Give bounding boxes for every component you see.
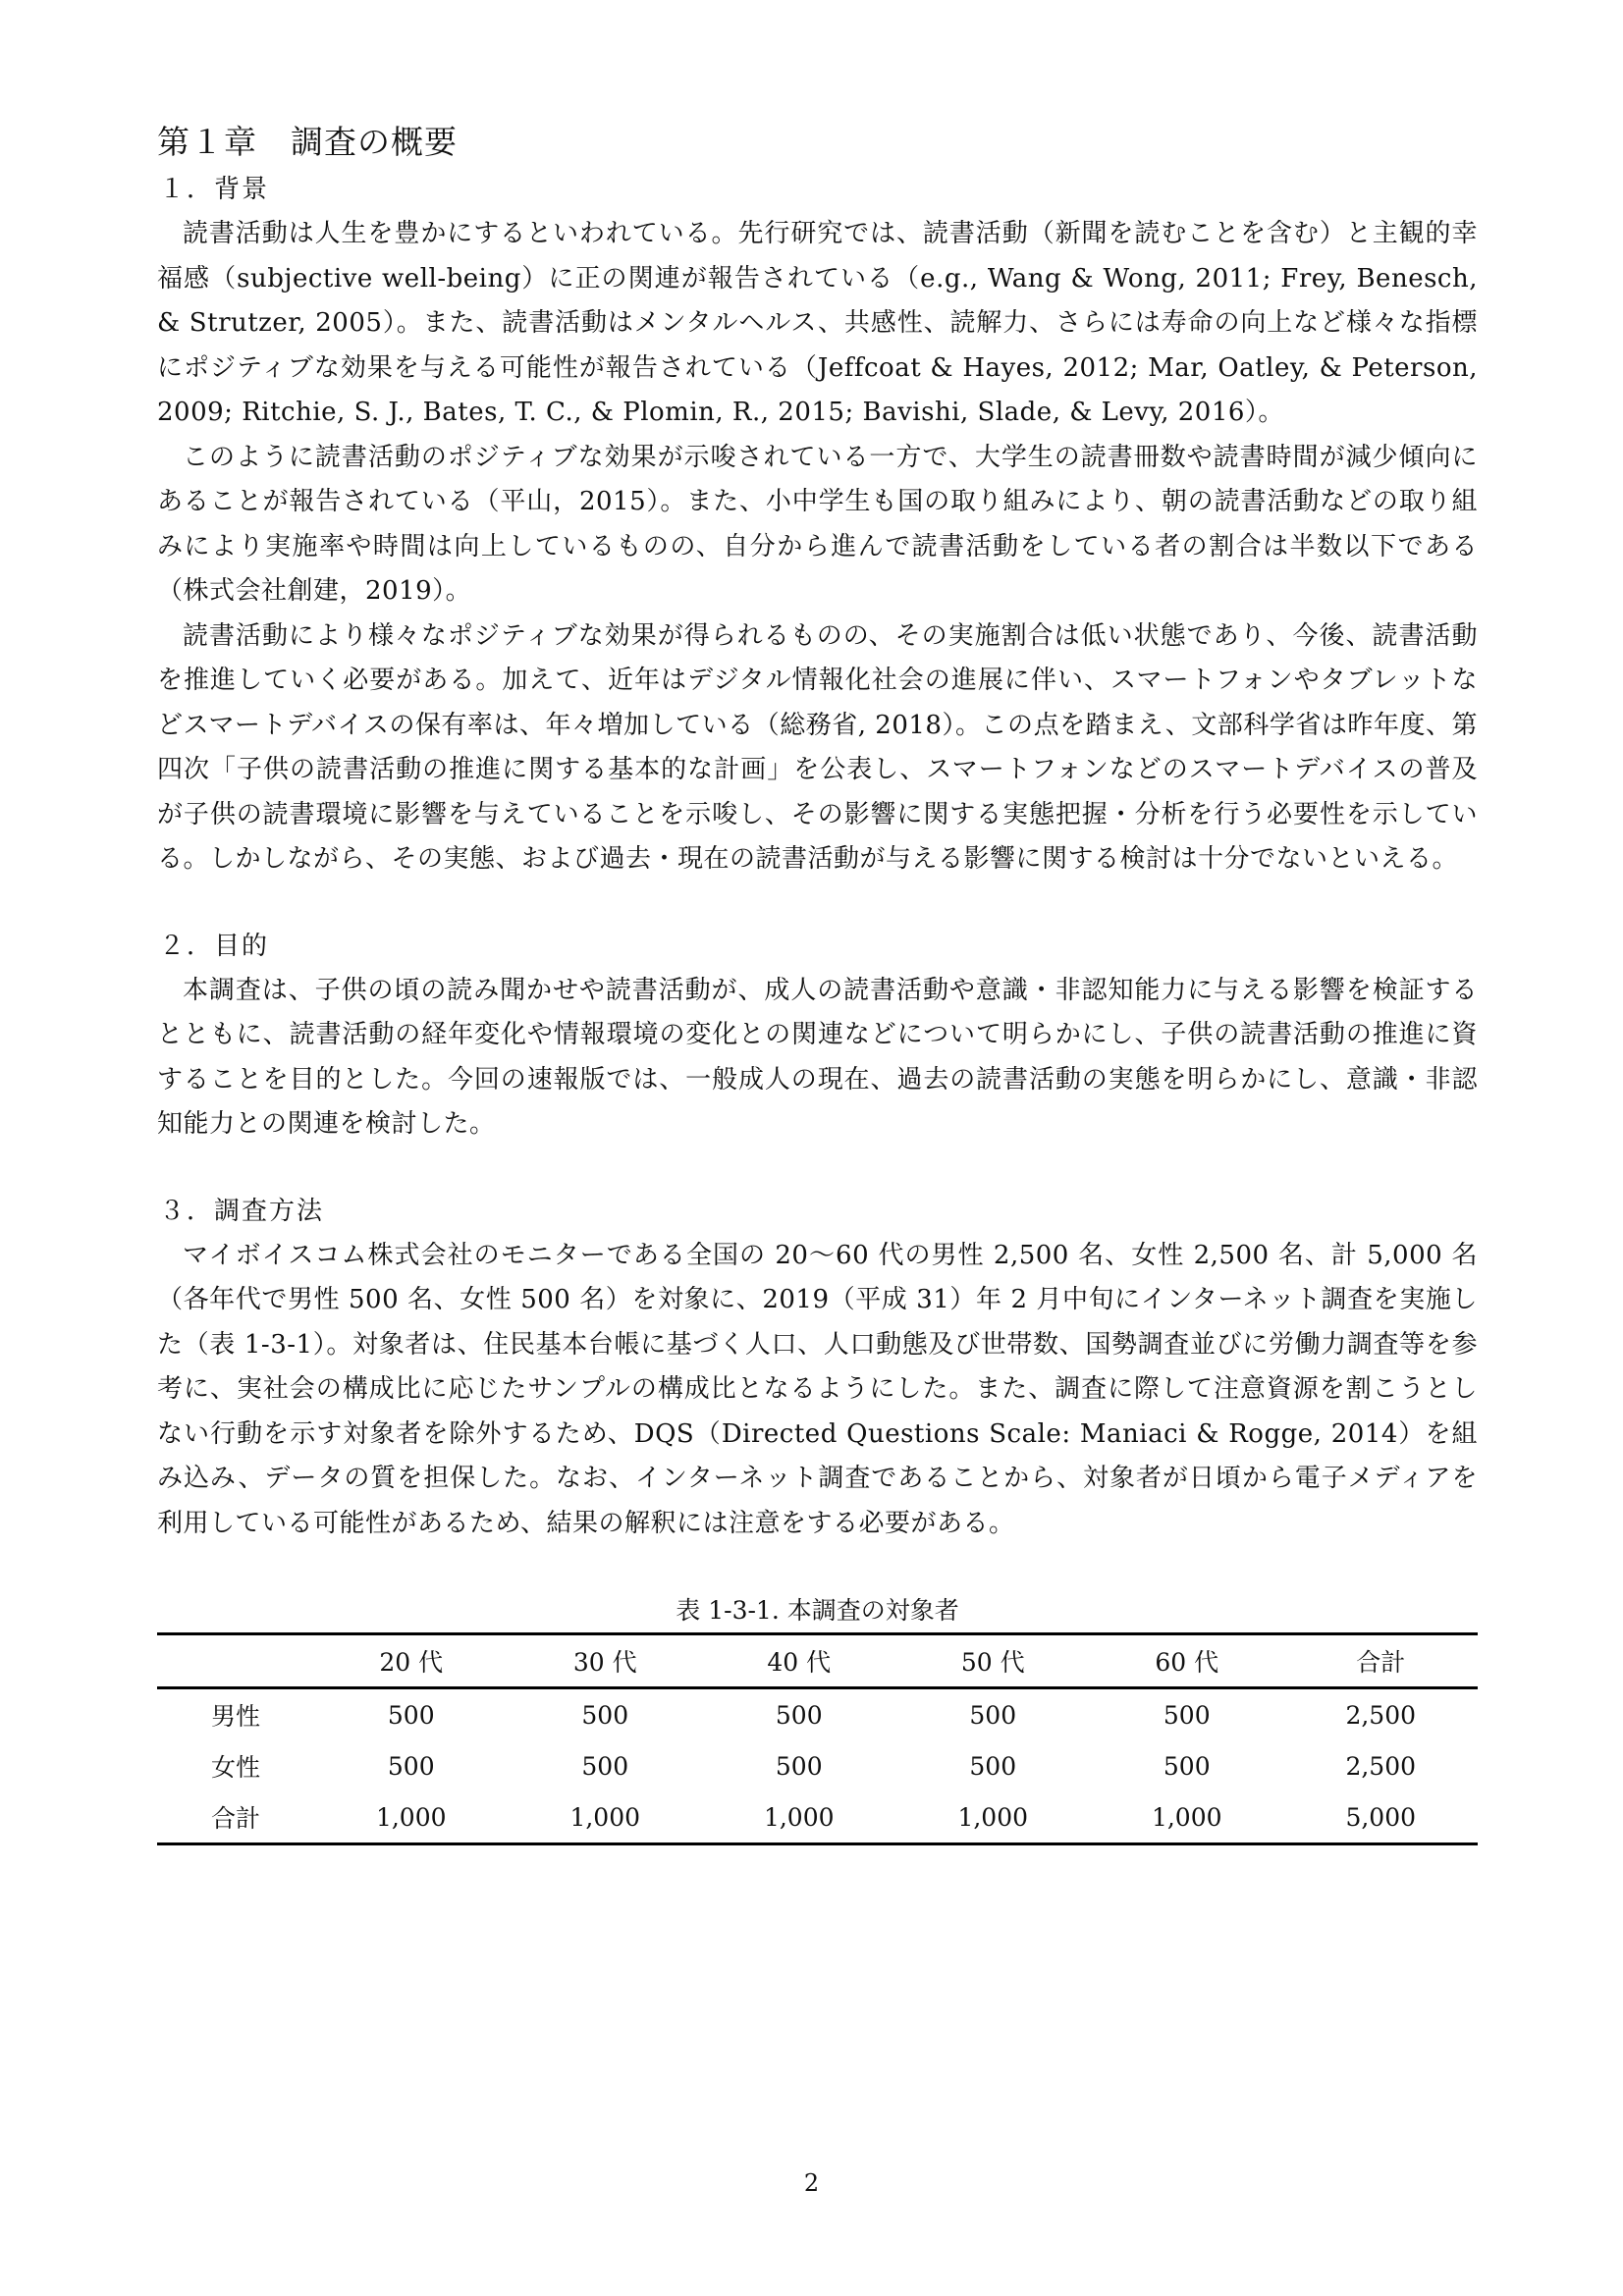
table-cell: 500 [1163,1751,1211,1781]
section-purpose [157,924,1478,1148]
table-cell: 500 [581,1700,629,1730]
table-header-cell: 30 代 [572,1648,637,1677]
table-header-cell: 20 代 [379,1648,444,1677]
table-header-row [157,1634,1478,1688]
table-cell: 500 [775,1700,823,1730]
section-background [157,167,1478,882]
table-cell: 2,500 [1345,1751,1417,1781]
table-row-label: 合計 [210,1804,260,1833]
participants-table [157,1632,1478,1845]
table-cell: 500 [581,1751,629,1781]
section-spacer [157,1148,1478,1189]
table-caption: 表 1-3-1. 本調査の対象者 [676,1596,959,1625]
table-cell: 500 [387,1751,435,1781]
section-heading: ２．目的 [159,931,270,961]
table-row [157,1740,1478,1791]
table-row [157,1791,1478,1844]
document-page [157,118,1478,1845]
table-cell: 500 [969,1751,1017,1781]
section-heading: ３．調査方法 [159,1196,325,1226]
paragraph: マイボイスコム株式会社のモニターである全国の 20～60 代の男性 2,500 名、女性 2,500 名、計 5,000 名（各年代で男性 500 名、女性 500 名）を対象に、2019（平成 31）年 2 月中旬にインターネット調査を実施した（表 1-3-1）。対象者は、住民基本台帳に基づく人口、人口動態及び世帯数、国勢調査並びに労働力調査等を参考に、実社会の構成比に応じたサンプルの構成比となるようにした。また、調査に際して注意資源を割こうとしない行動を示す対象者を除外するため、DQS（Directed Questions Scale: Maniaci & Rogge, 2014）を組み込み、データの質を担保した。なお、インターネット調査であることから、対象者が日頃から電子メディアを利用している可能性があるため、結果の解釈には注意をする必要がある。 [157,1240,1478,1538]
table-header-cell: 50 代 [960,1648,1025,1677]
paragraph: 本調査は、子供の頃の読み聞かせや読書活動が、成人の読書活動や意識・非認知能力に与える影響を検証するとともに、読書活動の経年変化や情報環境の変化との関連などについて明らかにし、子供の読書活動の推進に資することを目的とした。今回の速報版では、一般成人の現在、過去の読書活動の実態を明らかにし、意識・非認知能力との関連を検討した。 [157,975,1478,1139]
table-header-cell [157,1634,314,1688]
table-cell: 500 [1163,1700,1211,1730]
table-header-cell: 40 代 [767,1648,832,1677]
section-spacer [157,882,1478,924]
table-cell: 1,000 [763,1802,835,1832]
page-number: 2 [803,2169,820,2197]
table-cell: 1,000 [957,1802,1029,1832]
section-method [157,1189,1478,1547]
table-cell: 1,000 [569,1802,641,1832]
table-cell: 5,000 [1345,1802,1417,1832]
table-cell: 500 [775,1751,823,1781]
table-cell: 1,000 [375,1802,447,1832]
table-cell: 2,500 [1345,1700,1417,1730]
table-row-label: 男性 [210,1702,260,1731]
section-heading: １．背景 [159,175,270,204]
paragraph: 読書活動は人生を豊かにするといわれている。先行研究では、読書活動（新聞を読むことを含む）と主観的幸福感（subjective well-being）に正の関連が報告されている（e.g., Wang & Wong, 2011; Frey, Benesch, & Strutzer, 2005）。また、読書活動はメンタルヘルス、共感性、読解力、さらには寿命の向上など様々な指標にポジティブな効果を与える可能性が報告されている（Jeffcoat & Hayes, 2012; Mar, Oatley, & Peterson, 2009; Ritchie, S. J., Bates, T. C., & Plomin, R., 2015; Bavishi, Slade, & Levy, 2016）。 [157,219,1478,427]
paragraph: 読書活動により様々なポジティブな効果が得られるものの、その実施割合は低い状態であり、今後、読書活動を推進していく必要がある。加えて、近年はデジタル情報化社会の進展に伴い、スマートフォンやタブレットなどスマートデバイスの保有率は、年々増加している（総務省, 2018）。この点を踏まえ、文部科学省は昨年度、第四次「子供の読書活動の推進に関する基本的な計画」を公表し、スマートフォンなどのスマートデバイスの普及が子供の読書環境に影響を与えていることを示唆し、その影響に関する実態把握・分析を行う必要性を示している。しかしながら、その実態、および過去・現在の読書活動が与える影響に関する検討は十分でないといえる。 [157,620,1478,874]
table-row [157,1688,1478,1741]
chapter-title: 第１章 調査の概要 [157,123,458,161]
table-cell: 1,000 [1151,1802,1222,1832]
table-header-cell: 60 代 [1155,1648,1219,1677]
table-cell: 500 [387,1700,435,1730]
table-header-cell: 合計 [1356,1648,1406,1677]
paragraph: このように読書活動のポジティブな効果が示唆されている一方で、大学生の読書冊数や読書時間が減少傾向にあることが報告されている（平山，2015）。また、小中学生も国の取り組みにより、朝の読書活動などの取り組みにより実施率や時間は向上しているものの、自分から進んで読書活動をしている者の割合は半数以下である（株式会社創建，2019）。 [157,442,1478,606]
table-cell: 500 [969,1700,1017,1730]
table-row-label: 女性 [210,1753,260,1782]
